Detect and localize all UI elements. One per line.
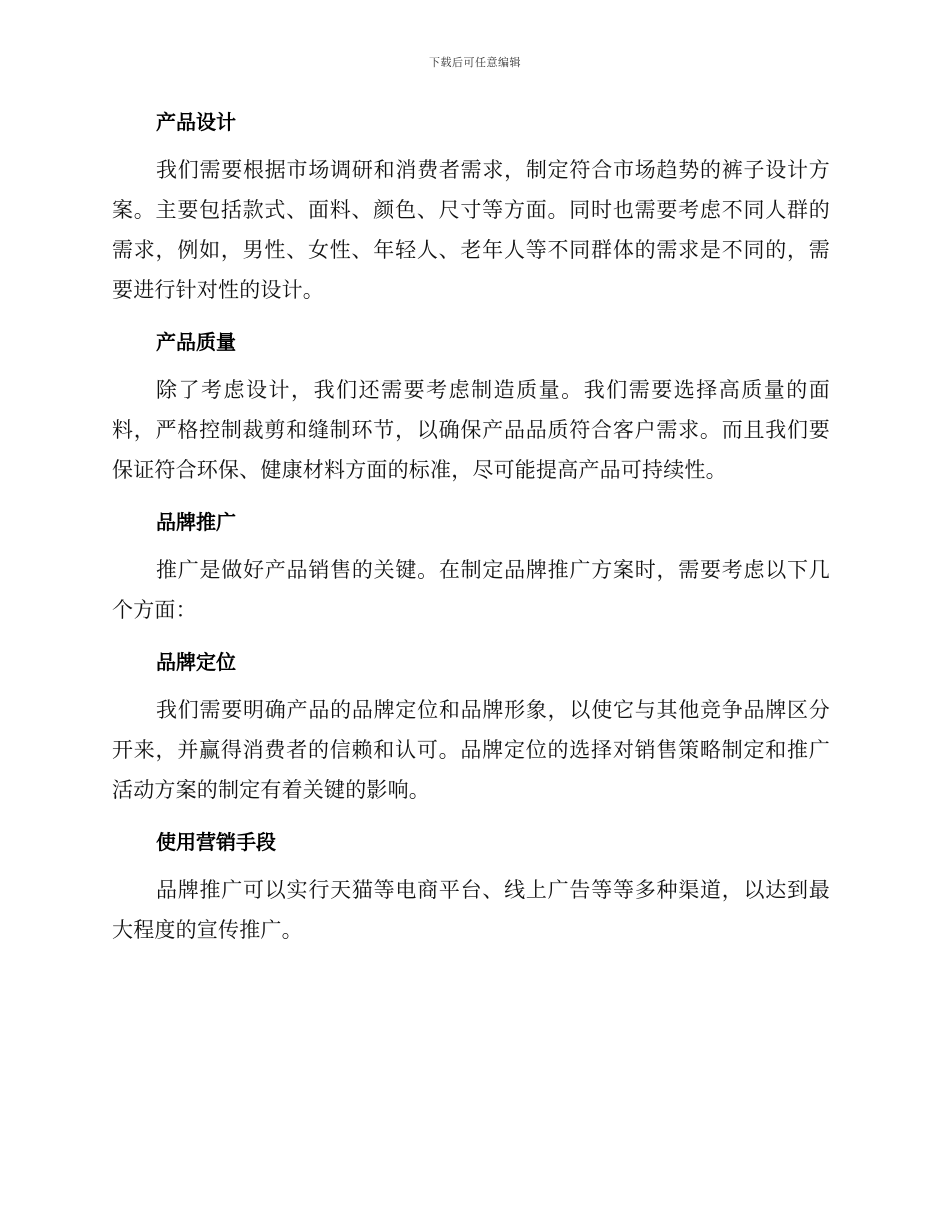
section-paragraph: 品牌推广可以实行天猫等电商平台、线上广告等等多种渠道，以达到最大程度的宣传推广。: [112, 878, 830, 942]
section-heading: 使用营销手段: [156, 830, 276, 854]
document-body: [112, 108, 830, 968]
section-heading: 产品质量: [156, 330, 236, 354]
section-heading: 品牌定位: [156, 650, 236, 674]
section-paragraph: 我们需要明确产品的品牌定位和品牌形象，以使它与其他竞争品牌区分开来，并赢得消费者的信赖和认可。品牌定位的选择对销售策略制定和推广活动方案的制定有着关键的影响。: [112, 698, 830, 802]
page-header: 下载后可任意编辑: [429, 56, 521, 69]
section-paragraph: 除了考虑设计，我们还需要考虑制造质量。我们需要选择高质量的面料，严格控制裁剪和缝制环节，以确保产品品质符合客户需求。而且我们要保证符合环保、健康材料方面的标准，尽可能提高产品可持续性。: [112, 378, 830, 482]
section-marketing-means: [112, 828, 830, 950]
section-product-quality: [112, 328, 830, 490]
section-brand-promotion: [112, 508, 830, 630]
section-heading: 产品设计: [156, 110, 236, 134]
section-product-design: [112, 108, 830, 310]
section-paragraph: 推广是做好产品销售的关键。在制定品牌推广方案时，需要考虑以下几个方面：: [112, 558, 830, 622]
section-paragraph: 我们需要根据市场调研和消费者需求，制定符合市场趋势的裤子设计方案。主要包括款式、面料、颜色、尺寸等方面。同时也需要考虑不同人群的需求，例如，男性、女性、年轻人、老年人等不同群体的需求是不同的，需要进行针对性的设计。: [112, 158, 830, 302]
section-heading: 品牌推广: [156, 510, 236, 534]
section-brand-positioning: [112, 648, 830, 810]
